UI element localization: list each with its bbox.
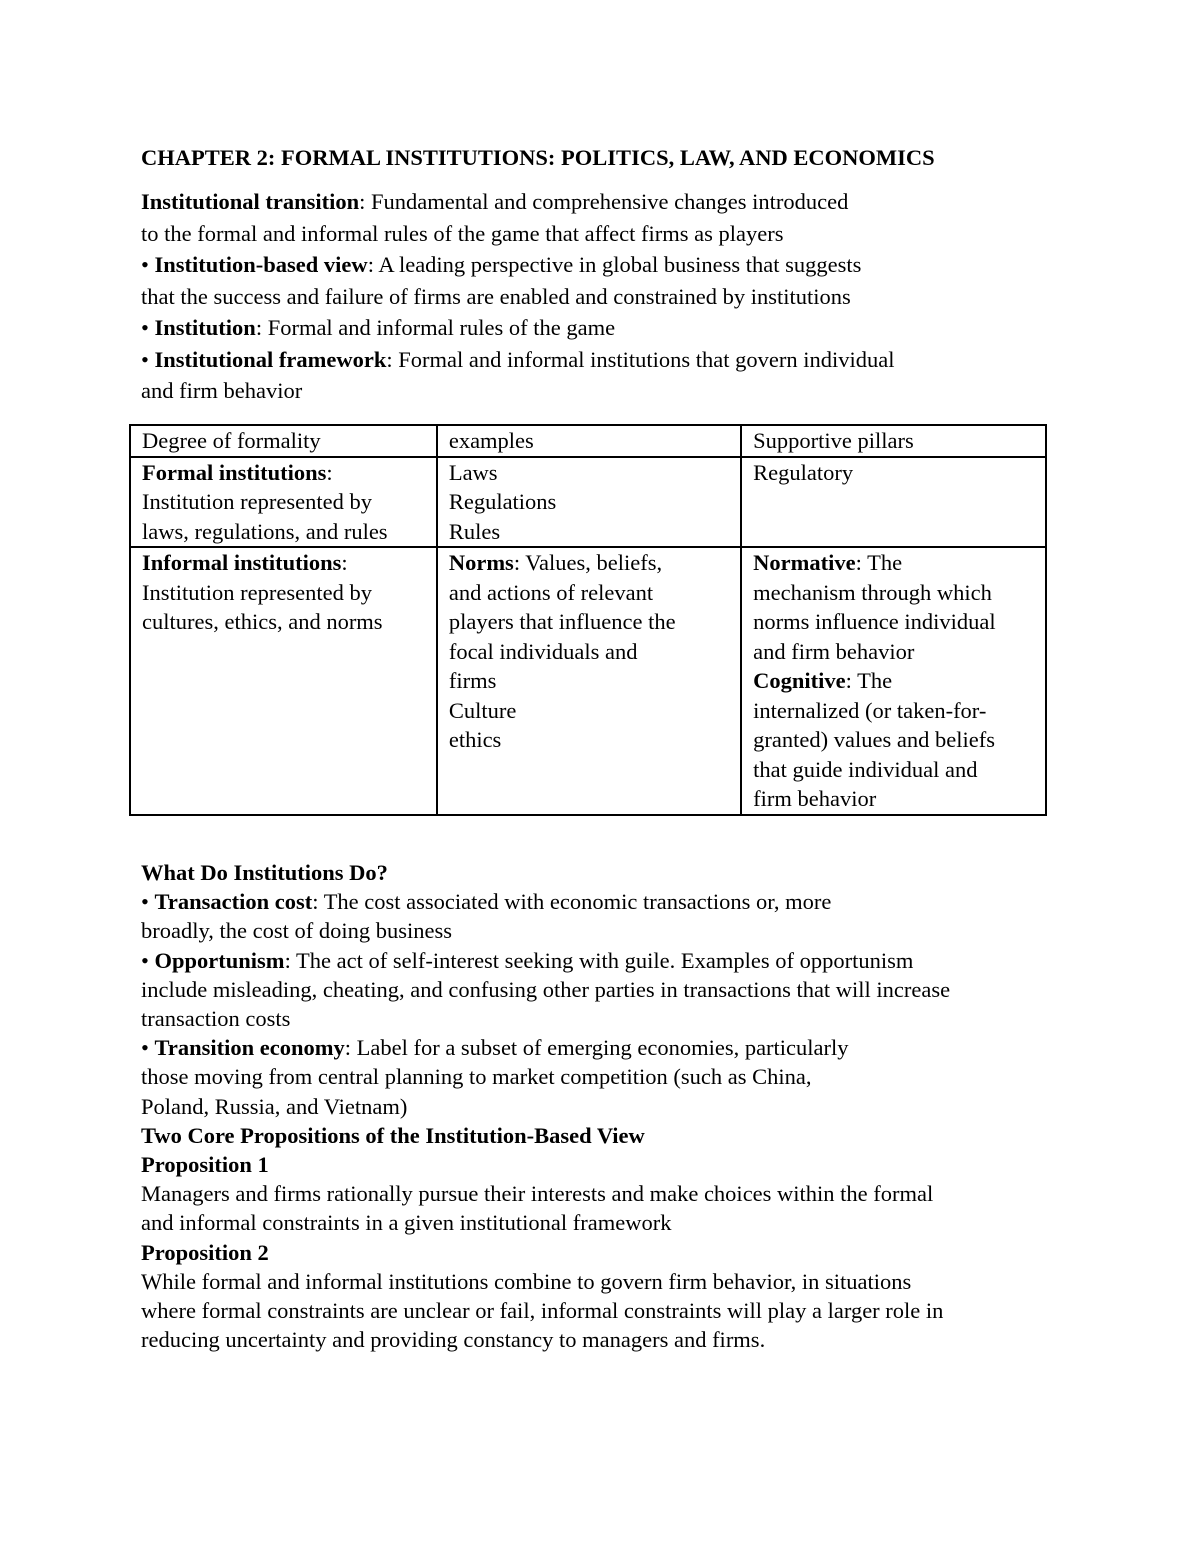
section-heading: What Do Institutions Do? [141, 860, 388, 885]
definition-item: • Institutional framework: Formal and informal institutions that govern individual and firm behavior [141, 346, 895, 403]
definition-list [141, 186, 1071, 407]
table-cell: Formal institutions: Institution represented by laws, regulations, and rules [130, 457, 437, 548]
definition-item: • Institution-based view: A leading perspective in global business that suggests that the success and failure of firms are enabled and constrained by institutions [141, 252, 862, 309]
institutions-table [129, 424, 1047, 816]
table-cell: Regulatory [741, 457, 1046, 548]
definition-item: Institutional transition: Fundamental and comprehensive changes introduced to the formal and informal rules of the game that affect firms as players [141, 189, 849, 246]
definition-term: Transition economy [154, 1035, 345, 1061]
proposition: Proposition 2 While formal and informal institutions combine to govern firm behavior, in situations where formal constraints are unclear or fail, informal constraints will play a larger role in reducing uncertainty and providing constancy to managers and firms. [141, 1238, 1076, 1355]
definition-item: • Opportunism: The act of self-interest seeking with guile. Examples of opportunism include misleading, cheating, and confusing other parties in transactions that will increase transaction costs [141, 947, 951, 1032]
chapter-title: CHAPTER 2: FORMAL INSTITUTIONS: POLITICS, LAW, AND ECONOMICS [141, 145, 935, 170]
definition-term: Institution-based view [154, 252, 368, 277]
table-cell: Laws Regulations Rules [437, 457, 741, 548]
table-header-cell: Supportive pillars [741, 425, 1046, 457]
table-cell: Norms: Values, beliefs, and actions of relevant players that influence the focal individuals and firms Culture ethics [437, 547, 741, 815]
proposition-title: Proposition 1 [141, 1152, 269, 1178]
table-header-row [130, 425, 1046, 457]
what-do-section [141, 858, 1076, 1354]
table-row [130, 547, 1046, 815]
section-heading: Two Core Propositions of the Institution-Based View [141, 1122, 645, 1148]
definition-term: Institutional framework [154, 346, 387, 372]
definition-term: Institution [154, 315, 256, 340]
table-header-cell: examples [437, 425, 741, 457]
definition-term: Transaction cost [154, 889, 313, 915]
proposition: Proposition 1 Managers and firms rationally pursue their interests and make choices within the formal and informal constraints in a given institutional framework [141, 1150, 1076, 1238]
proposition-title: Proposition 2 [141, 1239, 269, 1265]
intro-section [141, 138, 1071, 407]
definition-term: Institutional transition [141, 189, 360, 214]
definition-item: • Transaction cost: The cost associated with economic transactions or, more broadly, the cost of doing business [141, 889, 832, 944]
definition-item: • Institution: Formal and informal rules of the game [141, 315, 616, 340]
definition-item: • Transition economy: Label for a subset of emerging economies, particularly those moving from central planning to market competition (such as China, Poland, Russia, and Vietnam) [141, 1035, 849, 1119]
table-cell: Normative: The mechanism through which norms influence individual and firm behavior Cognitive: The internalized (or taken-for- granted) values and beliefs that guide individual and firm behavior [741, 547, 1046, 815]
table-header-cell: Degree of formality [130, 425, 437, 457]
definition-term: Opportunism [154, 947, 285, 973]
table-row [130, 457, 1046, 548]
table-cell: Informal institutions: Institution represented by cultures, ethics, and norms [130, 547, 437, 815]
